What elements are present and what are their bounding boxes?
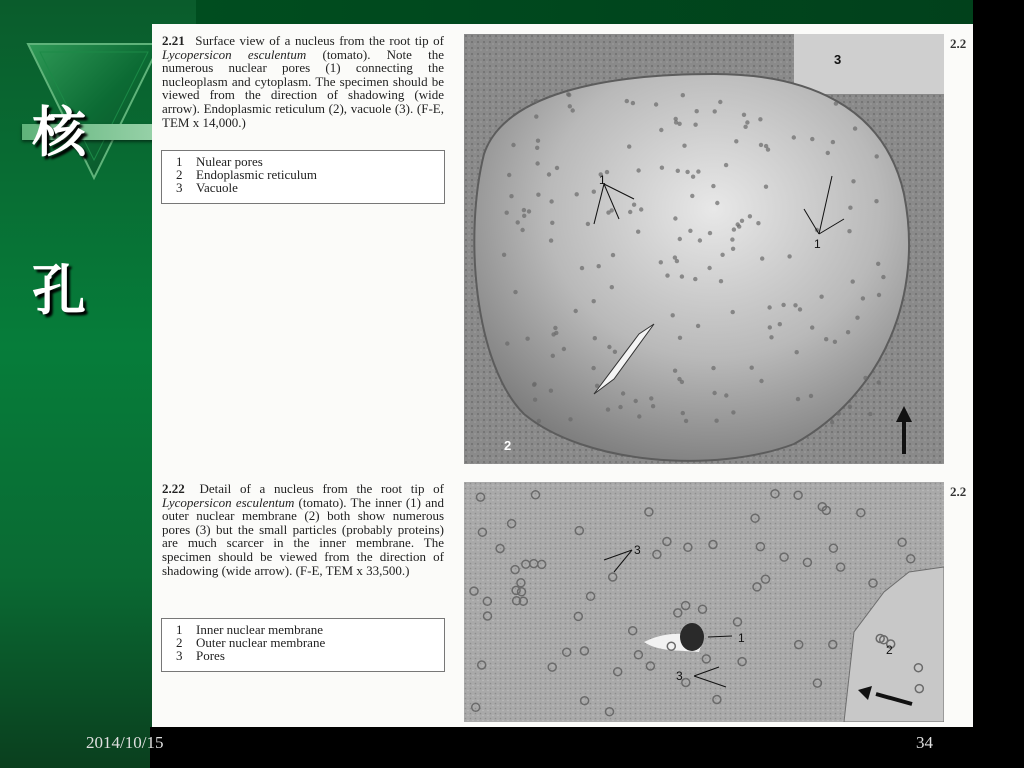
nuclear-pore-dot: [731, 410, 735, 414]
slide-page-number: 34: [916, 733, 933, 752]
slide-date: 2014/10/15: [86, 733, 164, 752]
nuclear-pore-dot: [707, 266, 711, 270]
nuclear-pore-dot: [513, 290, 517, 294]
nuclear-pore-dot: [743, 125, 747, 129]
nuclear-pore-dot: [875, 154, 879, 158]
nuclear-pore-dot: [597, 264, 601, 268]
nuclear-pore-dot: [610, 285, 614, 289]
figure-2-22-legend: [161, 618, 445, 672]
nuclear-pore-dot: [715, 201, 719, 205]
nuclear-pore-dot: [532, 383, 536, 387]
nuclear-pore-dot: [759, 143, 763, 147]
outer-membrane-label: 2: [886, 643, 893, 657]
nuclear-pore-dot: [555, 166, 559, 170]
nuclear-pore-dot: [568, 417, 572, 421]
nuclear-pore-dot: [676, 169, 680, 173]
nuclear-pore-dot: [651, 404, 655, 408]
nuclear-pore-dot: [634, 399, 638, 403]
nuclear-pore-dot: [795, 350, 799, 354]
nuclear-pore-dot: [636, 230, 640, 234]
nuclear-pore-dot: [534, 99, 538, 103]
nuclear-pore-dot: [691, 175, 695, 179]
nuclear-pore-dot: [877, 380, 881, 384]
nuclear-pore-dot: [731, 310, 735, 314]
legend-row: 3 Pores: [176, 648, 225, 663]
nuclear-pore-dot: [708, 231, 712, 235]
nuclear-pore-dot: [586, 222, 590, 226]
figure-number: 2.22: [162, 481, 185, 496]
nuclear-pore-dot: [876, 262, 880, 266]
nuclear-pore-dot: [562, 347, 566, 351]
nuclear-pore-dot: [695, 109, 699, 113]
nuclear-pore-dot: [837, 411, 841, 415]
nuclear-pore-dot: [853, 126, 857, 130]
figure-2-21-legend: [161, 150, 445, 204]
species-name: Lycopersicon esculentum: [162, 494, 295, 510]
nuclear-pore-dot: [637, 414, 641, 418]
nuclear-pore-dot: [877, 293, 881, 297]
nuclear-pore-dot: [861, 296, 865, 300]
nuclear-pore-dot: [537, 419, 541, 423]
nuclear-pore-dot: [522, 214, 526, 218]
nuclear-pore-dot: [505, 341, 509, 345]
nuclear-pore-dot: [549, 389, 553, 393]
nuclear-pore-dot: [636, 168, 640, 172]
nucleus-surface-micrograph: [464, 34, 944, 464]
nuclear-pore-dot: [677, 377, 681, 381]
nuclear-pore-dot: [688, 229, 692, 233]
nuclear-pore-dot: [665, 273, 669, 277]
nuclear-pore-dot: [714, 419, 718, 423]
top-green-bar: [196, 0, 1024, 24]
nuclear-pore-dot: [760, 256, 764, 260]
nuclear-pore-dot: [834, 101, 838, 105]
nuclear-pore-dot: [810, 137, 814, 141]
nuclear-pore-dot: [621, 391, 625, 395]
nuclear-pore-dot: [574, 309, 578, 313]
figure-number: 2.21: [162, 33, 185, 48]
nuclear-pore-dot: [750, 366, 754, 370]
nuclear-pore-dot: [673, 216, 677, 220]
nuclear-pore-dot: [696, 324, 700, 328]
figure-2-22-caption: [162, 482, 444, 577]
nuclear-pore-dot: [606, 407, 610, 411]
nuclear-pore-dot: [571, 108, 575, 112]
nuclear-pore-dot: [826, 151, 830, 155]
nuclear-pore-dot: [846, 330, 850, 334]
nuclear-pore-dot: [610, 208, 614, 212]
nuclear-pore-dot: [673, 255, 677, 259]
nuclear-pore-dot: [553, 326, 557, 330]
nuclear-pore-dot: [778, 322, 782, 326]
nuclear-pore-dot: [533, 398, 537, 402]
slide-title-char-1: 核: [32, 101, 86, 164]
nuclear-pore-dot: [809, 394, 813, 398]
nuclear-pore-dot: [507, 173, 511, 177]
nuclear-pore-dot: [819, 295, 823, 299]
nuclear-pore-dot: [798, 307, 802, 311]
nuclear-pore-dot: [696, 169, 700, 173]
nuclear-pore-dot: [549, 199, 553, 203]
nuclear-pore-dot: [781, 303, 785, 307]
nuclear-pore-dot: [592, 299, 596, 303]
nuclear-pore-dot: [764, 185, 768, 189]
nuclear-pore-dot: [592, 190, 596, 194]
legend-row: 2 Outer nuclear membrane: [176, 635, 326, 650]
legend-row: 1 Nulear pores: [176, 154, 263, 169]
nuclear-pore-dot: [685, 170, 689, 174]
nuclear-pore-dot: [607, 345, 611, 349]
nuclear-pore-dot: [863, 376, 867, 380]
nuclear-pore-dot: [711, 366, 715, 370]
nuclear-pore-dot: [671, 313, 675, 317]
nuclear-pore-dot: [796, 397, 800, 401]
nuclear-pore-dot: [720, 253, 724, 257]
nuclear-pore-dot: [554, 331, 558, 335]
nuclear-pore-dot: [824, 337, 828, 341]
nuclear-pore-dot: [509, 194, 513, 198]
nuclear-pore-dot: [740, 219, 744, 223]
nuclear-pore-dot: [766, 147, 770, 151]
species-name: Lycopersicon esculentum: [162, 46, 307, 62]
nuclear-pore-dot: [613, 350, 617, 354]
nuclear-pore-dot: [536, 139, 540, 143]
pore-label: 1: [599, 173, 606, 187]
nuclear-pore-dot: [678, 237, 682, 241]
nuclear-pore-dot: [690, 194, 694, 198]
nuclear-pore-dot: [549, 238, 553, 242]
figure-2-21-caption: [162, 34, 444, 129]
nuclear-pore-dot: [830, 420, 834, 424]
pore-label: 3: [676, 669, 683, 683]
nuclear-pore-dot: [698, 238, 702, 242]
nuclear-pore-dot: [632, 203, 636, 207]
figure-tag: 2.2: [950, 36, 967, 51]
nuclear-pore-dot: [505, 211, 509, 215]
nuclear-pore-dot: [748, 214, 752, 218]
nuclear-pore-dot: [535, 146, 539, 150]
nuclear-pore-dot: [756, 221, 760, 225]
nuclear-pore-dot: [511, 143, 515, 147]
nuclear-membrane-micrograph: [464, 482, 944, 722]
nuclear-pore-dot: [787, 254, 791, 258]
nuclear-pore-dot: [736, 222, 740, 226]
nuclear-pore-dot: [718, 100, 722, 104]
nuclear-pore-dot: [719, 279, 723, 283]
nuclear-pore-dot: [793, 303, 797, 307]
inner-membrane-label: 1: [738, 631, 745, 645]
legend-row: 1 Inner nuclear membrane: [176, 622, 324, 637]
nuclear-pore-dot: [535, 161, 539, 165]
nuclear-pore-dot: [713, 109, 717, 113]
nuclear-pore-dot: [654, 102, 658, 106]
nuclear-pore-dot: [881, 275, 885, 279]
vacuole-label: 3: [834, 52, 842, 67]
nuclear-pore-dot: [631, 101, 635, 105]
nuclear-pore-dot: [731, 247, 735, 251]
bottom-black-band: [150, 727, 1024, 768]
nuclear-pore-dot: [595, 384, 599, 388]
nuclear-pore-dot: [627, 144, 631, 148]
nuclear-pore-dot: [534, 114, 538, 118]
nuclear-pore-dot: [680, 274, 684, 278]
nuclear-pore-dot: [693, 277, 697, 281]
nuclear-pore-dot: [681, 411, 685, 415]
slide-title-char-2: 孔: [32, 259, 86, 322]
nuclear-pore-dot: [659, 128, 663, 132]
caption-prefix: Detail of a nucleus from the root tip of: [199, 481, 444, 496]
caption-suffix: (tomato). Note the numerous nuclear pores (1) connecting the nucleoplasm and cytoplasm. The specimen should be viewed from the direction of shadowing (wide arrow). Endoplasmic reticulum (2), vacuole (3). (F-E, TEM x 14,000.): [162, 46, 444, 130]
nuclear-pore-dot: [851, 179, 855, 183]
er-label: 2: [504, 438, 512, 453]
nuclear-pore-dot: [767, 305, 771, 309]
nuclear-pore-dot: [649, 396, 653, 400]
nuclear-pore-dot: [639, 207, 643, 211]
legend-row: 2 Endoplasmic reticulum: [176, 167, 317, 182]
nuclear-pore-dot: [792, 135, 796, 139]
nuclear-pore-dot: [833, 340, 837, 344]
nuclear-pore-dot: [730, 237, 734, 241]
nuclear-pore-dot: [673, 369, 677, 373]
pore-label: 1: [814, 237, 821, 251]
nuclear-pore-dot: [874, 199, 878, 203]
nuclear-pore-dot: [732, 227, 736, 231]
nuclear-pore-dot: [591, 366, 595, 370]
nuclear-pore-dot: [516, 220, 520, 224]
figure-tag: 2.2: [950, 484, 967, 499]
nuclear-pore-dot: [831, 140, 835, 144]
nuclear-pore-dot: [536, 193, 540, 197]
nuclear-pore-dot: [593, 336, 597, 340]
nuclear-pore-dot: [550, 221, 554, 225]
nuclear-pore-dot: [525, 337, 529, 341]
nuclear-pore-dot: [769, 335, 773, 339]
nuclear-pore-dot: [758, 117, 762, 121]
nuclear-pore-dot: [851, 279, 855, 283]
pore-label: 3: [634, 543, 641, 557]
nuclear-pore-dot: [724, 163, 728, 167]
nuclear-pore-dot: [568, 104, 572, 108]
nuclear-pore-dot: [848, 405, 852, 409]
nuclear-pore-dot: [674, 120, 678, 124]
nuclear-pore-dot: [745, 120, 749, 124]
nuclear-pore-dot: [567, 93, 571, 97]
nuclear-pore-dot: [527, 209, 531, 213]
nuclear-pore-dot: [625, 99, 629, 103]
nuclear-pore-dot: [580, 266, 584, 270]
nuclear-pore-dot: [628, 210, 632, 214]
legend-row: 3 Vacuole: [176, 180, 238, 195]
nuclear-pore-dot: [502, 253, 506, 257]
nuclear-pore-dot: [768, 325, 772, 329]
nuclear-pore-dot: [618, 405, 622, 409]
nuclear-pore-dot: [611, 253, 615, 257]
nuclear-pore-dot: [520, 228, 524, 232]
nuclear-pore-dot: [681, 93, 685, 97]
nuclear-pore-dot: [682, 144, 686, 148]
right-black-band: [973, 0, 1024, 768]
textbook-page-scan: [152, 24, 973, 727]
nuclear-pore-dot: [759, 379, 763, 383]
nuclear-pore-dot: [847, 229, 851, 233]
nuclear-pore-dot: [660, 166, 664, 170]
nuclear-pore-dot: [848, 206, 852, 210]
nuclear-pore-dot: [734, 139, 738, 143]
nuclear-pore-dot: [522, 208, 526, 212]
nuclear-pore-dot: [868, 412, 872, 416]
nuclear-pore-dot: [684, 419, 688, 423]
nuclear-pore-dot: [810, 325, 814, 329]
nuclear-pore-dot: [742, 113, 746, 117]
nuclear-pore-dot: [551, 354, 555, 358]
nuclear-pore-dot: [575, 192, 579, 196]
nuclear-pore-dot: [547, 172, 551, 176]
caption-prefix: Surface view of a nucleus from the root tip of: [195, 33, 444, 48]
nuclear-pore-dot: [724, 393, 728, 397]
nuclear-pore-dot: [659, 260, 663, 264]
nuclear-pore-dot: [678, 336, 682, 340]
nuclear-pore-dot: [711, 184, 715, 188]
caption-suffix: (tomato). The inner (1) and outer nuclear membrane (2) both show numerous pores (3) but the small particles (probably proteins) are much scarcer in the inner membrane. The specimen should be viewed from the direction of shadowing (wide arrow). (F-E, TEM x 33,500.): [162, 494, 444, 578]
nuclear-pore-dot: [855, 316, 859, 320]
nuclear-pore-dot: [693, 123, 697, 127]
nuclear-pore-dot: [712, 391, 716, 395]
